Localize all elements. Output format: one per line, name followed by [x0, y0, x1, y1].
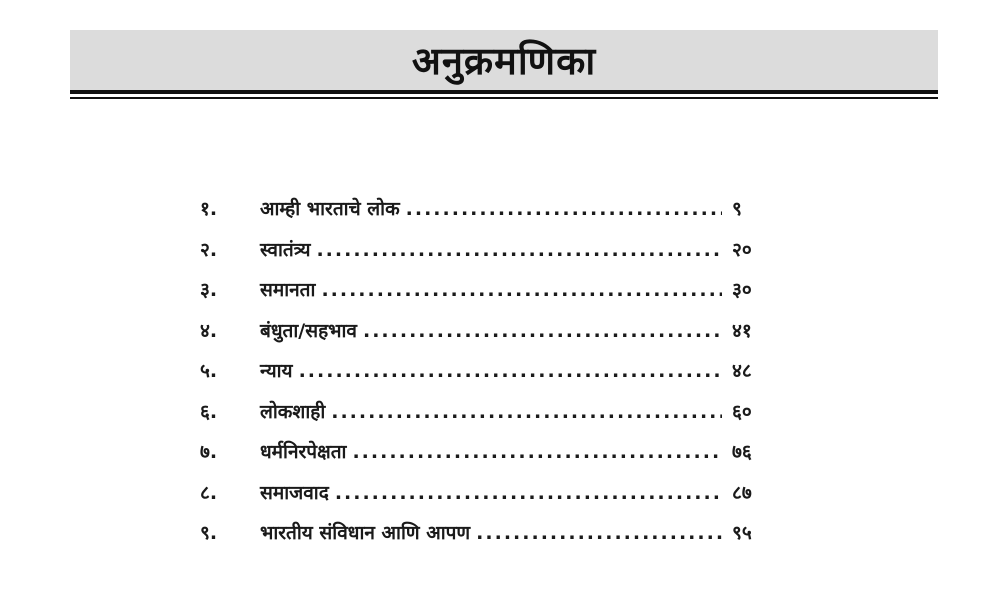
entry-page: ४१ [732, 319, 752, 342]
toc-entry [200, 276, 780, 317]
entry-title: समाजवाद [260, 481, 329, 504]
entry-number: ५. [200, 360, 218, 382]
entry-number: २. [200, 238, 218, 261]
entry-page: ४८ [732, 360, 752, 382]
toc-entry [200, 236, 780, 277]
dot-leader [363, 320, 722, 342]
entry-title: धर्मनिरपेक्षता [260, 441, 347, 463]
entry-page: २० [732, 238, 752, 261]
entry-page: ३० [732, 279, 752, 301]
entry-title: न्याय [260, 360, 293, 382]
entry-page: ७६ [732, 441, 752, 463]
entry-title: आम्ही भारताचे लोक [260, 198, 400, 220]
toc-entry [200, 195, 780, 236]
entry-number: ९. [200, 522, 218, 544]
page-title: अनुक्रमणिका [411, 39, 597, 83]
dot-leader [316, 239, 722, 261]
entry-number: ४. [200, 319, 218, 342]
entry-number: ८. [200, 481, 218, 504]
toc-entry [200, 317, 780, 358]
toc-entry [200, 438, 780, 479]
dot-leader [335, 482, 722, 504]
dot-leader [331, 401, 722, 423]
entry-title: बंधुता/सहभाव [260, 319, 357, 342]
dot-leader [406, 198, 722, 220]
entry-page: ६० [732, 400, 752, 423]
toc-entry [200, 357, 780, 398]
entry-number: ६. [200, 400, 218, 423]
dot-leader [299, 360, 722, 382]
table-of-contents [200, 195, 780, 560]
entry-title: स्वातंत्र्य [260, 238, 311, 261]
entry-number: ७. [200, 441, 218, 463]
dot-leader [352, 441, 722, 463]
entry-number: ३. [200, 279, 218, 301]
dot-leader [476, 522, 722, 544]
toc-entry [200, 479, 780, 520]
entry-title: लोकशाही [260, 400, 326, 423]
title-rule-thin [70, 97, 938, 99]
dot-leader [321, 279, 722, 301]
entry-page: ९ [732, 198, 742, 220]
entry-title: भारतीय संविधान आणि आपण [260, 522, 471, 544]
entry-page: ८७ [732, 481, 752, 504]
toc-entry [200, 519, 780, 560]
title-rule-thick [70, 90, 938, 94]
toc-entry [200, 398, 780, 439]
entry-page: ९५ [732, 522, 752, 544]
entry-number: १. [200, 198, 218, 220]
title-band [70, 30, 938, 90]
entry-title: समानता [260, 279, 316, 301]
